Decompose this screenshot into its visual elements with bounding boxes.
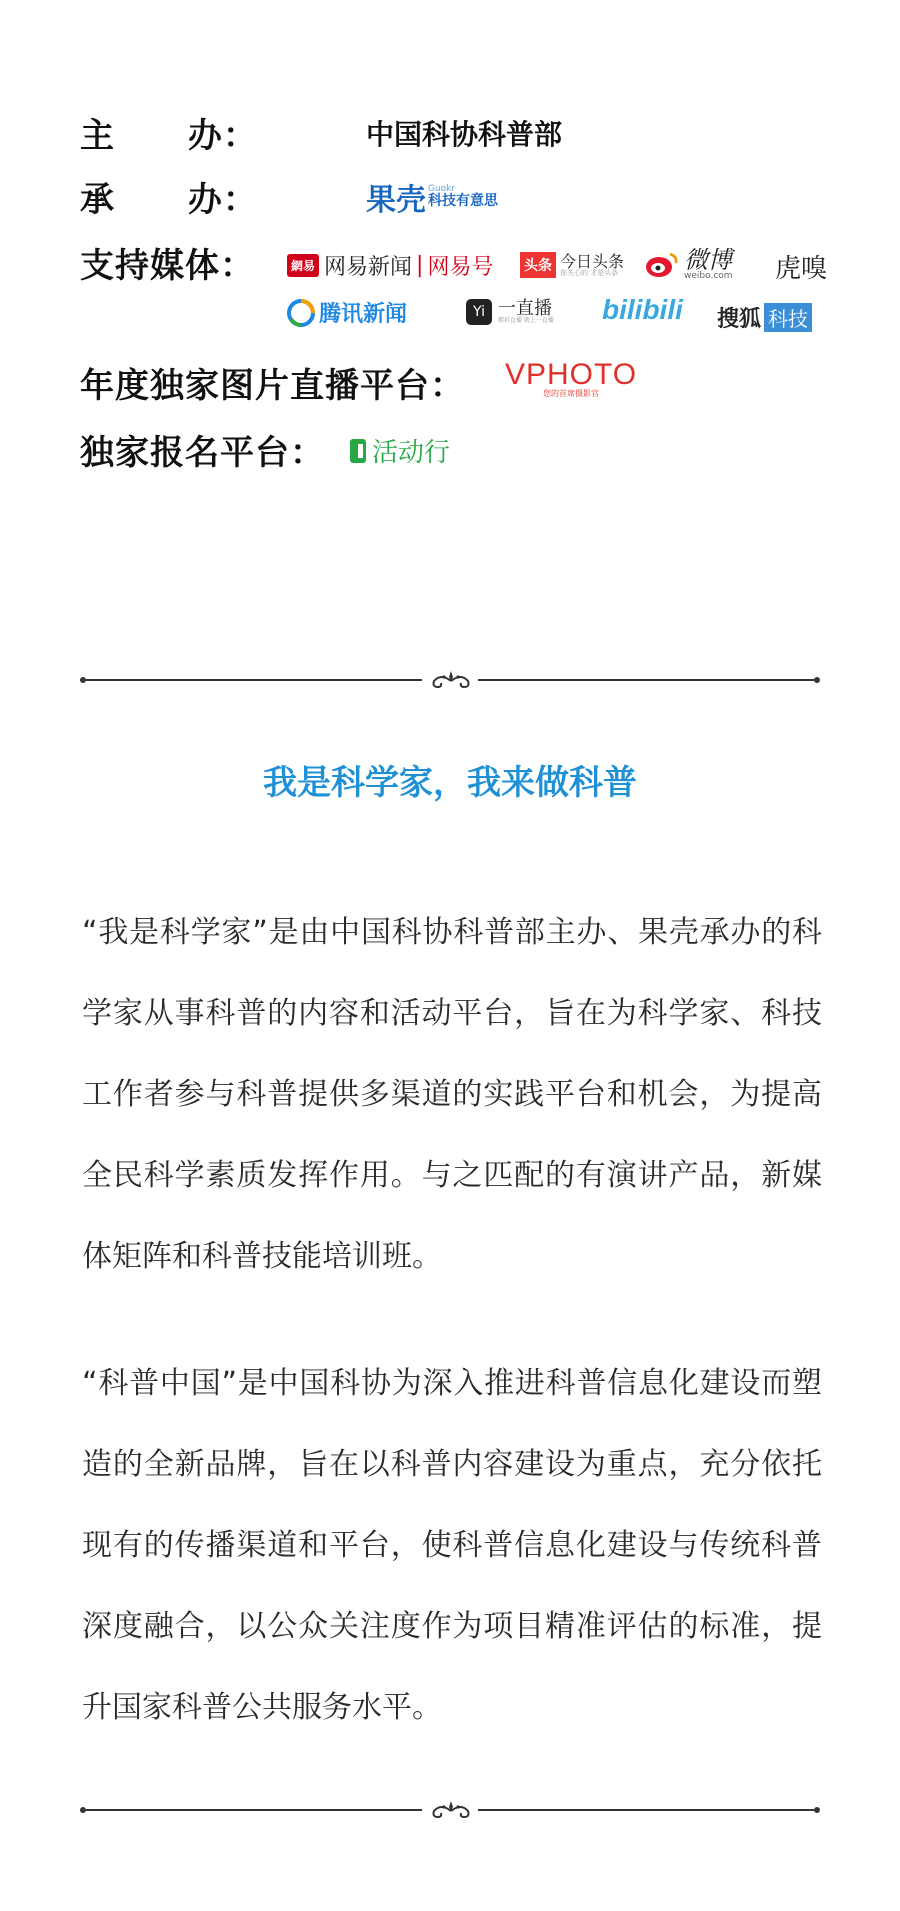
guokr-logo-main: 果壳: [366, 183, 426, 217]
vphoto-logo: [505, 360, 637, 398]
huxiu-name: 虎嗅: [775, 254, 828, 284]
toutiao-tag: 你关心的 才是头条: [560, 268, 619, 277]
sponsor-value: 中国科协科普部: [366, 117, 563, 151]
vphoto-name: VPHOTO: [505, 358, 638, 391]
sohu-logo: [717, 302, 812, 333]
bilibili-logo: [602, 294, 683, 326]
paragraph-2: “科普中国”是中国科协为深入推进科普信息化建设而塑造的全新品牌，旨在以科普内容建设为重点，充分依托现有的传播渠道和平台，使科普信息化建设与传统科普深度融合，以公众关注度作为项目精准评估的标准，提升国家科普公共服务水平。: [82, 1366, 822, 1725]
netease-logo: [287, 250, 493, 281]
ornament-icon: [426, 665, 476, 695]
huodongxing-name: 活动行: [372, 438, 451, 468]
yizhibo-tag: 精彩直播 就上一直播: [498, 317, 554, 324]
signup-platform-label: 独家报名平台：: [80, 433, 325, 473]
huodongxing-logo: [350, 432, 450, 469]
toutiao-box: 头条: [520, 252, 556, 278]
weibo-name: 微博: [684, 246, 732, 274]
media-row: [80, 238, 255, 287]
weibo-logo: [644, 248, 733, 281]
guokr-logo-slogan: 科技有意思: [428, 193, 498, 209]
ornamental-divider-top: [80, 665, 820, 695]
ornament-icon: [426, 1795, 476, 1825]
ornamental-divider-bottom: [80, 1795, 820, 1825]
vphoto-tag: 您的首席摄影官: [543, 389, 600, 398]
netease-name: 网易新闻: [324, 255, 413, 280]
sponsor-row: [80, 108, 562, 157]
organizer-label: 承 办：: [80, 180, 258, 220]
photo-platform-label: 年度独家图片直播平台：: [80, 366, 465, 406]
tencent-news-icon: [287, 299, 315, 327]
huodongxing-icon: [350, 439, 366, 463]
netease-alt: 网易号: [427, 255, 494, 280]
tencent-news-name: 腾讯新闻: [319, 302, 408, 327]
yizhibo-box: Yi: [466, 299, 492, 325]
photo-platform-row: [80, 358, 465, 407]
guokr-logo-sub: [428, 185, 498, 208]
media-label: 支持媒体：: [80, 246, 255, 286]
sohu-name: 搜狐: [717, 307, 762, 332]
weibo-domain: weibo.com: [684, 271, 733, 281]
toutiao-logo: [520, 252, 624, 278]
huxiu-logo: [775, 248, 827, 285]
signup-platform-row: [80, 425, 325, 474]
netease-sep: |: [416, 253, 424, 278]
netease-box: 網易: [287, 254, 319, 277]
toutiao-name: 今日头条: [560, 251, 625, 271]
sponsor-label: 主 办：: [80, 116, 258, 156]
organizer-row: [80, 172, 498, 221]
guokr-logo-tag: Guokr: [428, 184, 456, 194]
yizhibo-name: 一直播: [498, 298, 552, 319]
bilibili-name: bilibili: [602, 294, 683, 325]
weibo-eye-icon: [644, 251, 680, 279]
paragraph-1: “我是科学家”是由中国科协科普部主办、果壳承办的科学家从事科普的内容和活动平台，旨在为科学家、科技工作者参与科普提供多渠道的实践平台和机会，为提高全民科学素质发挥作用。与之匹配的有演讲产品，新媒体矩阵和科普技能培训班。: [82, 915, 822, 1274]
section-heading: 我是科学家，我来做科普: [263, 763, 637, 803]
guokr-logo: [366, 175, 498, 219]
sohu-badge: 科技: [764, 303, 812, 332]
yizhibo-logo: [466, 299, 554, 325]
tencent-news-logo: [287, 297, 407, 328]
